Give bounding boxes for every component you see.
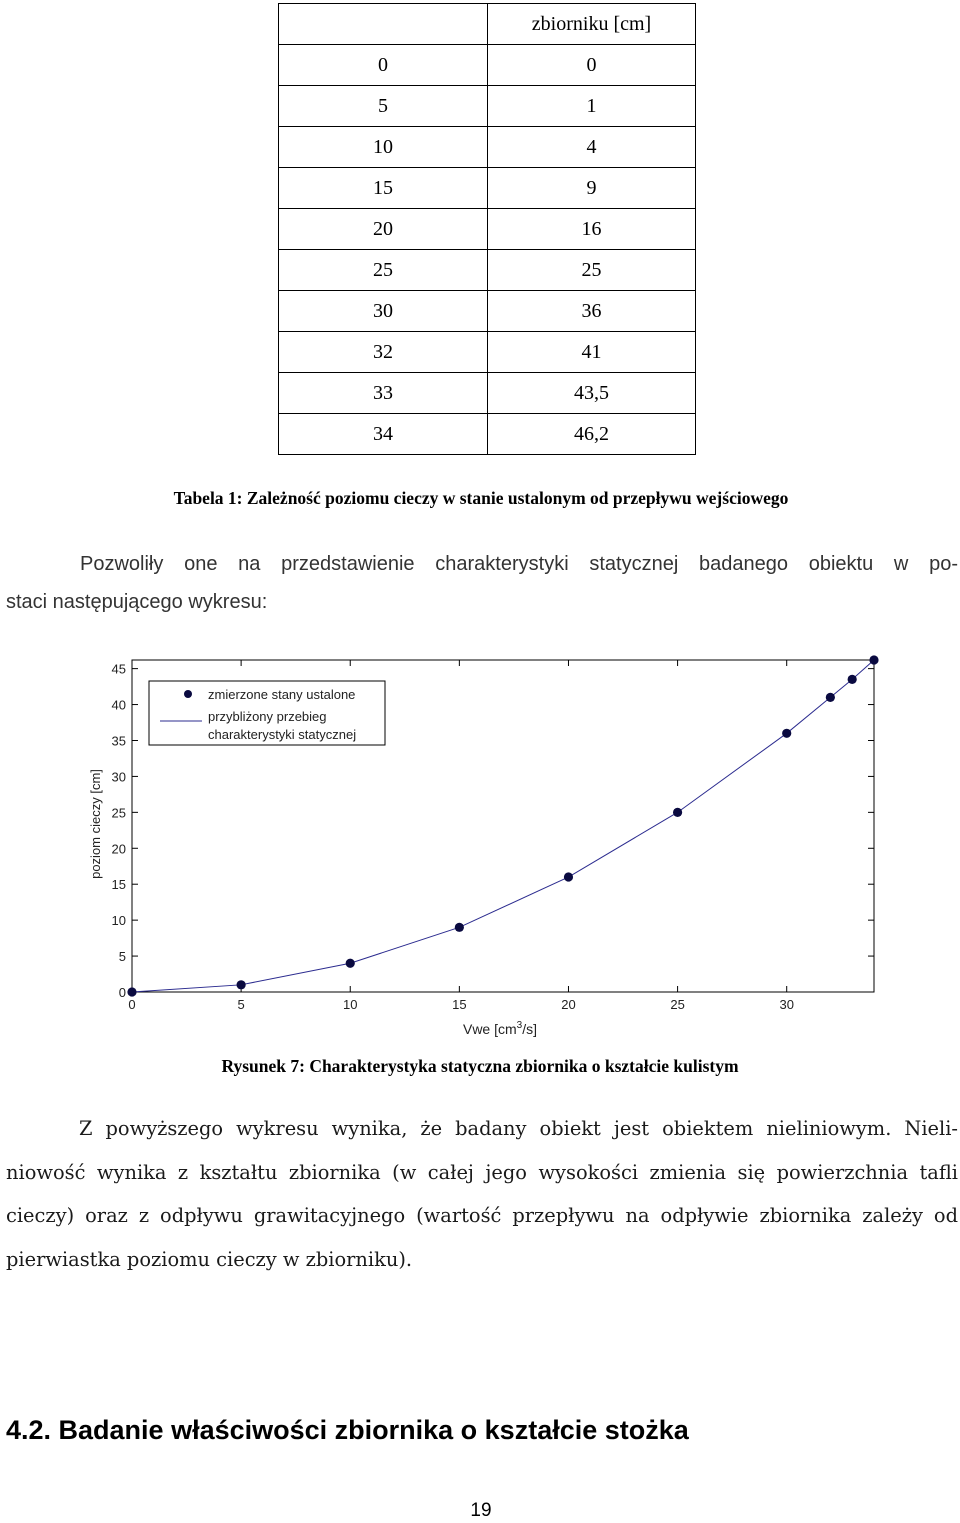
- table-cell-level: 41: [488, 332, 696, 373]
- table-header-cell-left: [279, 4, 488, 45]
- table-cell-flow: 20: [279, 209, 488, 250]
- x-axis-label-main: Vwe [cm: [462, 1021, 517, 1037]
- table-caption: Tabela 1: Zależność poziomu cieczy w stanie ustalonym od przepływu wejściowego: [173, 488, 789, 508]
- paragraph-line: staci następującego wykresu:: [6, 591, 268, 613]
- legend: [149, 681, 385, 745]
- table-header-cell-right: zbiorniku [cm]: [488, 4, 696, 45]
- legend-entry-approx-line1: przybliżony przebieg: [208, 709, 327, 724]
- y-tick-label: 25: [111, 805, 126, 821]
- data-point-marker: [127, 987, 136, 996]
- data-point-marker: [564, 872, 573, 881]
- x-tick-label: 20: [561, 997, 576, 1012]
- data-table: [278, 3, 696, 455]
- y-tick-label: 10: [111, 913, 126, 929]
- table-row: [279, 209, 696, 250]
- x-axis-label-tail: /s]: [522, 1021, 538, 1037]
- y-axis-label: poziom cieczy [cm]: [88, 769, 103, 879]
- y-tick-label: 30: [111, 769, 126, 785]
- table-cell-flow: 34: [279, 414, 488, 455]
- figure-caption: Rysunek 7: Charakterystyka statyczna zbiornika o kształcie kulistym: [221, 1056, 739, 1076]
- data-point-marker: [346, 959, 355, 968]
- table-row: [279, 168, 696, 209]
- table-cell-level: 16: [488, 209, 696, 250]
- x-tick-label: 10: [343, 997, 358, 1012]
- table-row: [279, 291, 696, 332]
- static-characteristic-chart: [84, 648, 899, 1040]
- x-tick-label: 15: [452, 997, 467, 1012]
- y-tick-label: 0: [118, 985, 126, 1000]
- paragraph-line: Pozwoliły one na przedstawienie charakterystyki statycznej badanego obiektu w po-: [80, 553, 958, 575]
- table-cell-level: 1: [488, 86, 696, 127]
- table-cell-flow: 25: [279, 250, 488, 291]
- y-tick-label: 35: [111, 733, 126, 749]
- paragraph-line: cieczy) oraz z odpływu grawitacyjnego (wartość przepływu na odpływie zbiornika zależy od: [6, 1204, 958, 1227]
- paragraph-line: pierwiastka poziomu cieczy w zbiorniku).: [6, 1247, 413, 1271]
- data-point-marker: [848, 675, 857, 684]
- x-tick-label: 25: [670, 997, 685, 1012]
- x-tick-label: 0: [128, 997, 136, 1012]
- legend-entry-measured: zmierzone stany ustalone: [208, 687, 356, 702]
- table-row: [279, 250, 696, 291]
- x-tick-label: 5: [237, 997, 245, 1012]
- table-cell-flow: 30: [279, 291, 488, 332]
- table-cell-flow: 10: [279, 127, 488, 168]
- table-row: [279, 414, 696, 455]
- table-cell-level: 4: [488, 127, 696, 168]
- table-cell-level: 46,2: [488, 414, 696, 455]
- table-cell-level: 25: [488, 250, 696, 291]
- data-point-marker: [869, 655, 878, 664]
- data-point-marker: [455, 923, 464, 932]
- x-axis-label: [463, 1020, 537, 1037]
- paragraph-conclusion: [6, 1107, 958, 1281]
- table-cell-flow: 32: [279, 332, 488, 373]
- table-cell-flow: 15: [279, 168, 488, 209]
- table-header-row: [279, 4, 696, 45]
- y-tick-label: 15: [111, 877, 126, 893]
- x-tick-label: 30: [779, 997, 794, 1012]
- section-heading: 4.2. Badanie właściwości zbiornika o kształcie stożka: [6, 1415, 689, 1445]
- table-cell-level: 36: [488, 291, 696, 332]
- page-number: 19: [470, 1500, 492, 1521]
- data-point-marker: [237, 980, 246, 989]
- data-point-marker: [826, 693, 835, 702]
- legend-marker-icon: [184, 690, 192, 698]
- data-point-marker: [782, 729, 791, 738]
- y-tick-label: 40: [111, 697, 126, 713]
- table-row: [279, 373, 696, 414]
- paragraph-line: niowość wynika z kształtu zbiornika (w całej jego wysokości zmienia się powierzchnia tafli: [6, 1160, 958, 1184]
- y-tick-label: 5: [118, 949, 126, 965]
- y-tick-label: 20: [111, 841, 126, 857]
- table-row: [279, 332, 696, 373]
- data-point-marker: [673, 808, 682, 817]
- x-axis-label-sup: 3: [516, 1020, 523, 1031]
- table-row: [279, 45, 696, 86]
- table-cell-flow: 33: [279, 373, 488, 414]
- paragraph-intro: [6, 545, 958, 621]
- table-cell-level: 43,5: [488, 373, 696, 414]
- table-cell-level: 0: [488, 45, 696, 86]
- table-cell-flow: 0: [279, 45, 488, 86]
- legend-entry-approx-line2: charakterystyki statycznej: [208, 727, 357, 742]
- table-row: [279, 86, 696, 127]
- paragraph-line: Z powyższego wykresu wynika, że badany obiekt jest obiektem nieliniowym. Nieli-: [79, 1117, 958, 1140]
- table-cell-level: 9: [488, 168, 696, 209]
- table-row: [279, 127, 696, 168]
- y-tick-label: 45: [111, 661, 126, 677]
- table-cell-flow: 5: [279, 86, 488, 127]
